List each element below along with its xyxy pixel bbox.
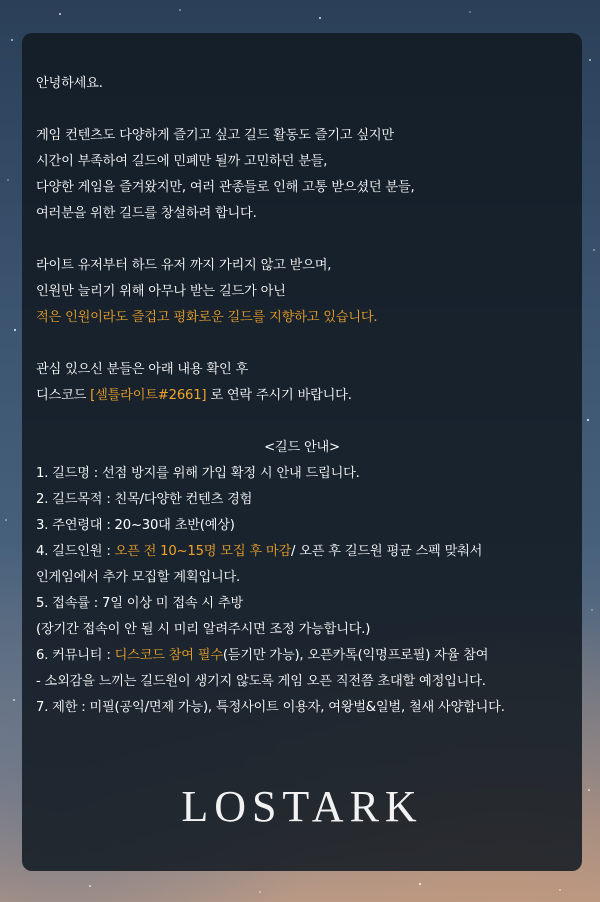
guide-item-6-prefix: 6. 커뮤니티 : [36,648,115,663]
guide-item-6-highlight: 디스코드 참여 필수 [114,648,223,663]
guide-item-4-continued: 인게임에서 추가 모집할 계획입니다. [36,570,241,585]
contact-line-2 [36,383,568,409]
guide-item-7: 7. 제한 : 미필(공익/면제 가능), 특정사이트 이용자, 여왕벌&일벌, 철새 사양합니다. [36,700,505,715]
contact-prefix: 디스코드 [36,388,91,403]
guide-item-6 [36,643,568,669]
contact-line-1: 관심 있으신 분들은 아래 내용 확인 후 [36,362,249,377]
guide-item-4-highlight: 오픈 전 10~15명 모집 후 마감 [114,544,291,559]
discord-contact: [셀틀라이트#2661] [90,388,207,403]
lostark-logo [22,777,582,841]
guide-item-5-continued: (장기간 접속이 안 될 시 미리 알려주시면 조정 가능합니다.) [36,622,371,637]
guide-item-4-prefix: 4. 길드인원 : [36,544,115,559]
guide-item-3: 3. 주연령대 : 20~30대 초반(예상) [36,518,235,533]
guide-title: <길드 안내> [264,440,340,455]
svg-text:LOSTARK: LOSTARK [181,782,423,831]
policy-highlight: 적은 인원이라도 즐겁고 평화로운 길드를 지향하고 있습니다. [36,310,378,325]
guide-item-1: 1. 길드명 : 선점 방지를 위해 가입 확정 시 안내 드립니다. [36,466,360,481]
intro-line-2: 시간이 부족하여 길드에 민폐만 될까 고민하던 분들, [36,154,328,169]
guild-recruitment-panel [22,33,582,871]
guide-item-4-suffix: / 오픈 후 길드원 평균 스펙 맞춰서 [291,544,483,559]
policy-line-2: 인원만 늘리기 위해 아무나 받는 길드가 아닌 [36,284,286,299]
guide-item-4 [36,539,568,565]
intro-line-3: 다양한 게임을 즐겨왔지만, 여러 관종들로 인해 고통 받으셨던 분들, [36,180,415,195]
intro-line-4: 여러분을 위한 길드를 창설하려 합니다. [36,206,257,221]
guide-item-6-suffix: (듣기만 가능), 오픈카톡(익명프로필) 자율 참여 [222,648,489,663]
intro-line-1: 게임 컨텐츠도 다양하게 즐기고 싶고 길드 활동도 즐기고 싶지만 [36,128,394,143]
guide-item-6-continued: - 소외감을 느끼는 길드원이 생기지 않도록 게임 오픈 직전쯤 초대할 예정입니다. [36,674,486,689]
lostark-logo-mark [152,777,452,837]
guide-item-2: 2. 길드목적 : 친목/다양한 컨텐츠 경험 [36,492,253,507]
guide-item-5: 5. 접속률 : 7일 이상 미 접속 시 추방 [36,596,244,611]
policy-line-1: 라이트 유저부터 하드 유저 까지 가리지 않고 받으며, [36,258,332,273]
greeting: 안녕하세요. [36,76,103,91]
contact-suffix: 로 연락 주시기 바랍니다. [206,388,352,403]
